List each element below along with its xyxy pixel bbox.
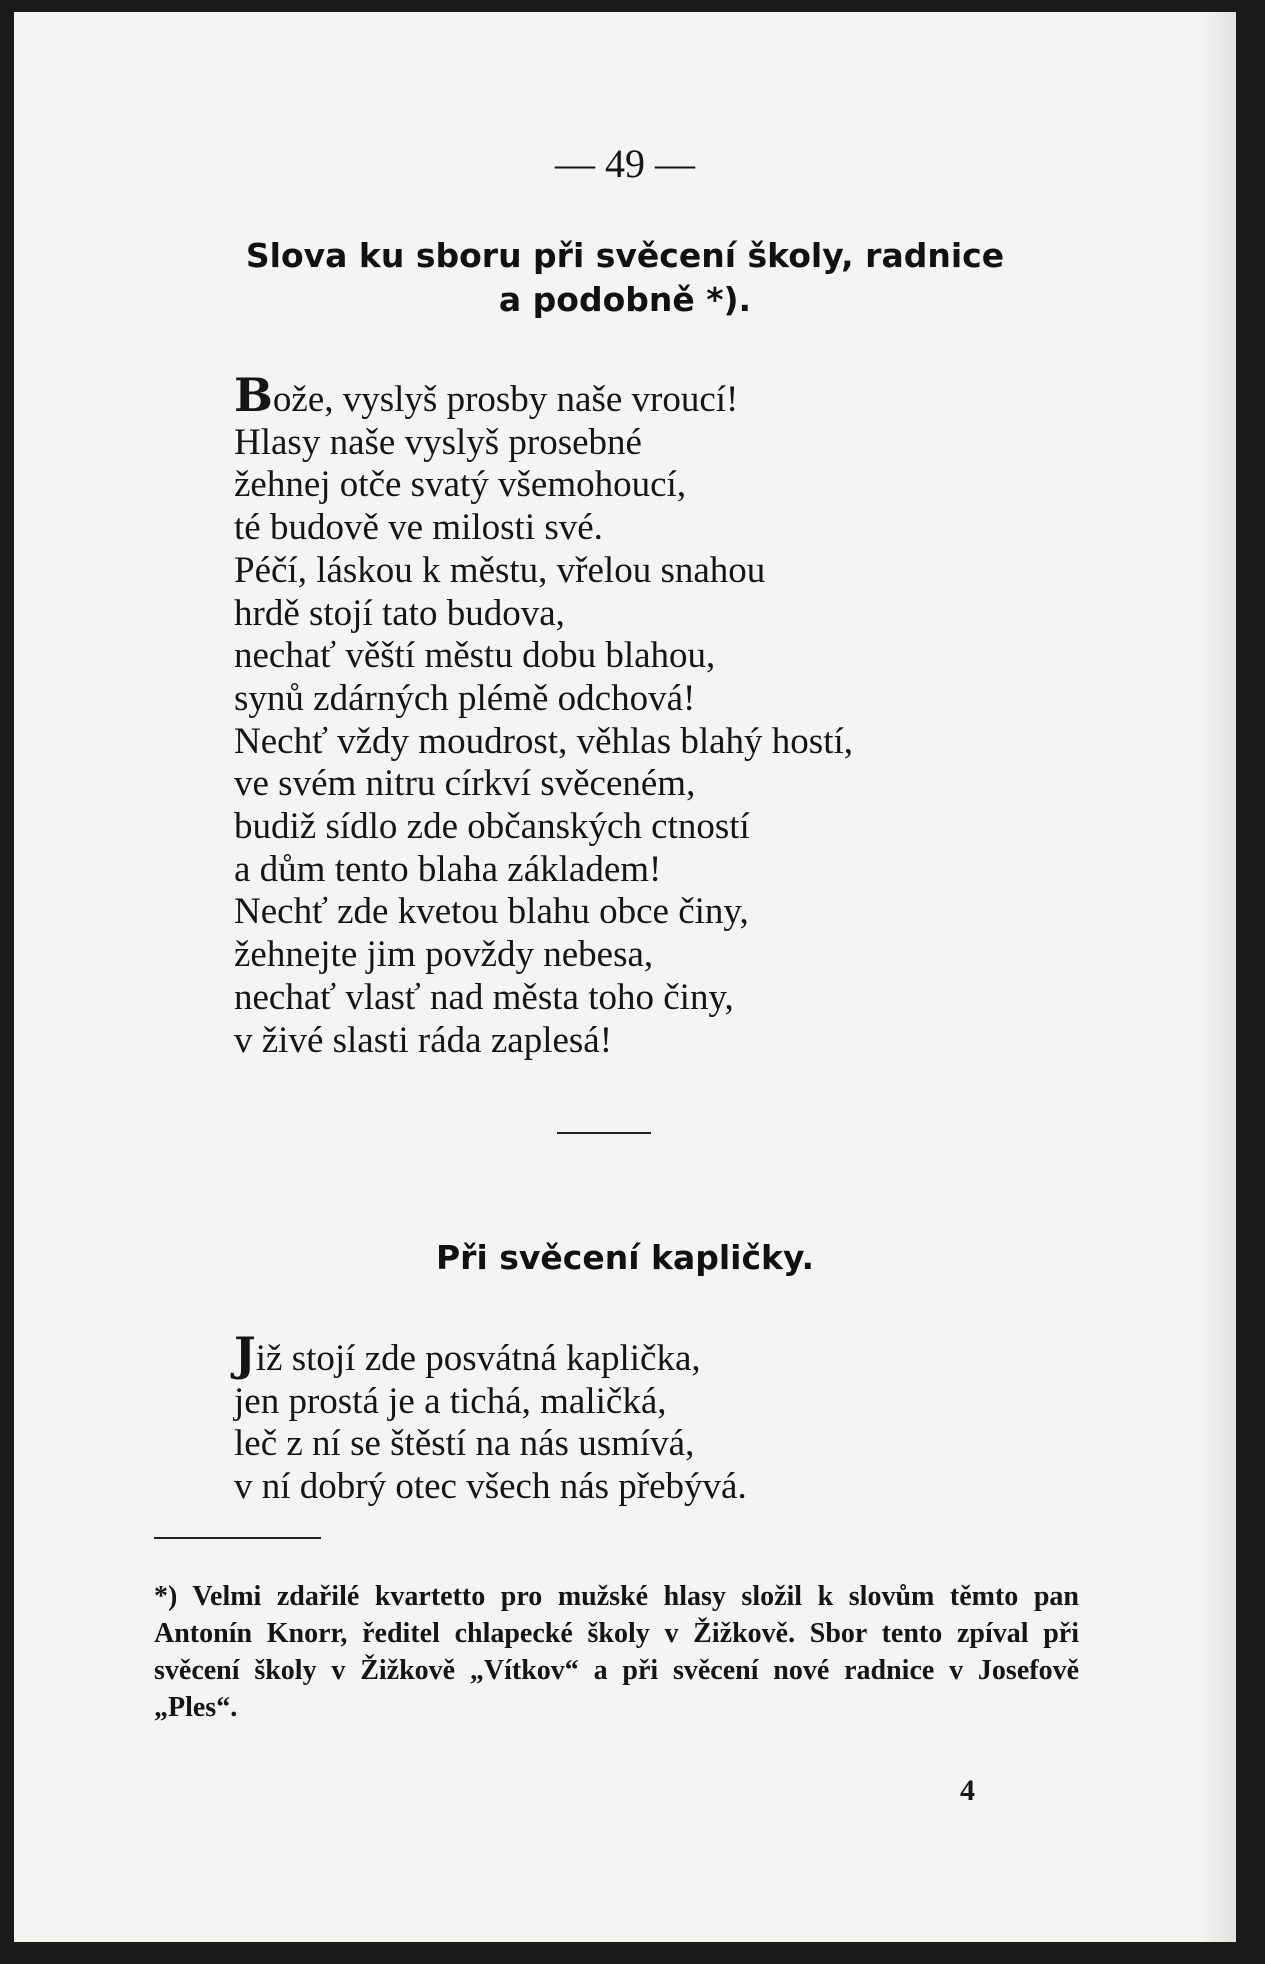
section-heading-line-1: Slova ku sboru při svěcení školy, radnice: [245, 236, 1005, 275]
poem-line-text: ože, vyslyš prosby naše vroucí!: [272, 379, 739, 420]
poem-line: té budově ve milosti své.: [234, 507, 603, 549]
footnote: *) Velmi zdařilé kvartetto pro mužské hlasy složil k slovům těmto pan Antonín Knorr, ředitel chlapecké školy v Žižkově. Sbor tento zpíval při svěcení školy v Žižkově „Vítkov“ a při svěcení nové radnice v Josefově „Ples“.: [154, 1581, 1079, 1723]
poem-line: žehnej otče svatý všemohoucí,: [234, 464, 687, 506]
signature-mark: 4: [960, 1774, 975, 1807]
poem-line: leč z ní se štěstí na nás usmívá,: [234, 1423, 695, 1465]
poem-line: Nechť vždy moudrost, věhlas blahý hostí,: [234, 720, 854, 762]
drop-initial: B: [234, 368, 273, 422]
poem-line: v ní dobrý otec všech nás přebývá.: [234, 1466, 747, 1508]
poem-line-text: iž stojí zde posvátná kaplička,: [255, 1338, 701, 1379]
poem-line: nechať věští městu dobu blahou,: [234, 635, 716, 677]
poem-line: ve svém nitru církví svěceném,: [234, 763, 696, 805]
poem-line: jen prostá je a tichá, maličká,: [234, 1380, 667, 1422]
poem-line: Nechť zde kvetou blahu obce činy,: [234, 891, 749, 933]
poem-line: [234, 1327, 747, 1381]
poem-line: hrdě stojí tato budova,: [234, 592, 565, 634]
poem-line: synů zdárných plémě odchová!: [234, 677, 696, 719]
poem-line: a dům tento blaha základem!: [234, 848, 662, 890]
poem-line: [234, 368, 853, 422]
poem-line: nechať vlasť nad města toho činy,: [234, 976, 734, 1018]
poem-line: Hlasy naše vyslyš prosebné: [234, 421, 642, 463]
page-number: — 49 —: [555, 141, 695, 186]
drop-initial: J: [234, 1327, 256, 1381]
section-divider: [557, 1132, 651, 1134]
poem-line: budiž sídlo zde občanských ctností: [234, 806, 750, 848]
poem-line: v živé slasti ráda zaplesá!: [234, 1019, 613, 1061]
section-heading-school: [14, 234, 1236, 322]
poem-line: Péčí, láskou k městu, vřelou snahou: [234, 549, 766, 591]
poem-line: žehnejte jim povždy nebesa,: [234, 934, 654, 976]
section-heading-chapel: Při svěcení kapličky.: [435, 1238, 815, 1277]
section-heading-line-2: a podobně *).: [498, 280, 752, 319]
book-page: [14, 12, 1236, 1942]
poem-school: [234, 368, 854, 1062]
poem-chapel: [234, 1327, 747, 1509]
footnote-rule: [154, 1537, 321, 1539]
